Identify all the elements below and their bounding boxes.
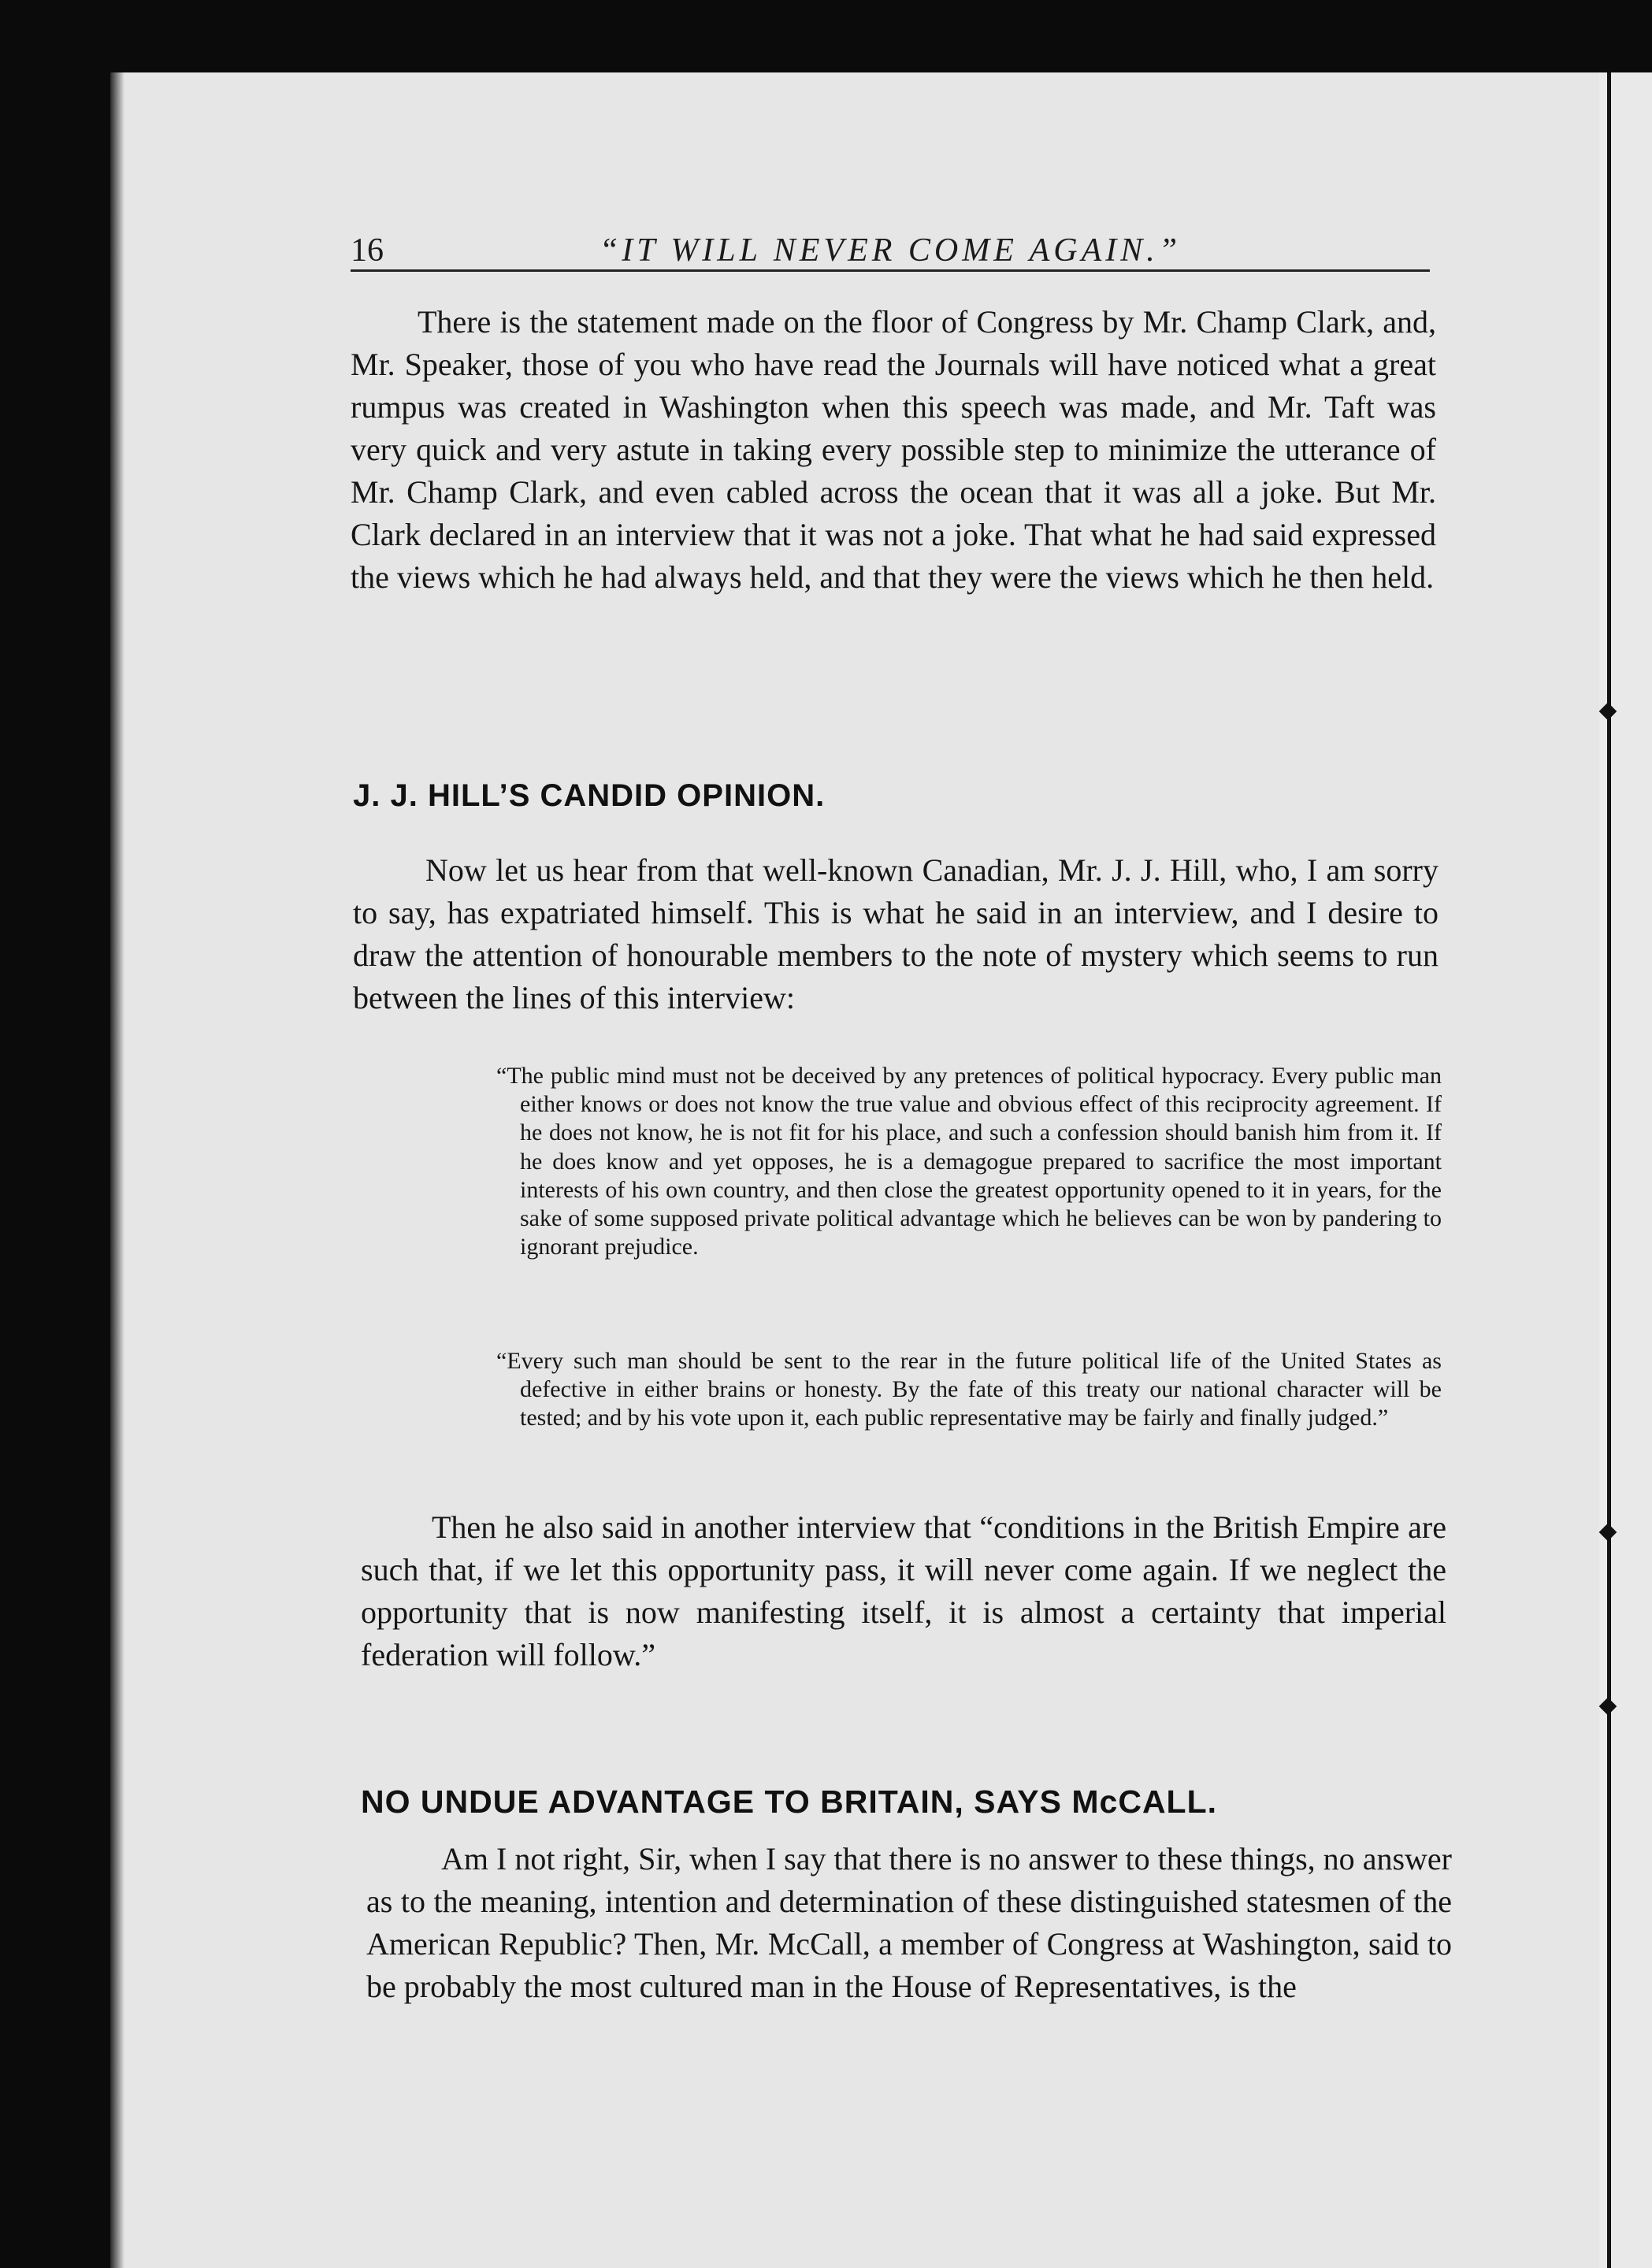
paragraph-mccall: Am I not right, Sir, when I say that there is no answer to these things, no answer as to the meaning, intention and determination of these distinguished statesmen of the American Republic? Then, Mr. McCall, a member of Congress at Washington, said to be probably the most cultured man in the House of Representatives, is the: [366, 1841, 1452, 2004]
gutter-line: [1607, 72, 1611, 2268]
section-heading-hill: J. J. HILL’S CANDID OPINION.: [353, 778, 826, 813]
section-heading-mccall: NO UNDUE ADVANTAGE TO BRITAIN, SAYS McCALL.: [361, 1784, 1218, 1820]
running-title: “IT WILL NEVER COME AGAIN.”: [599, 232, 1182, 269]
page-number: 16: [351, 232, 384, 269]
running-head: [351, 227, 1430, 274]
paragraph-another-interview: Then he also said in another interview that “conditions in the British Empire are such that, if we let this opportunity pass, it will never come again. If we neglect the opportunity that is now manifesting itself, it is almost a certainty that imperial federation will follow.”: [361, 1509, 1446, 1672]
header-rule: [351, 269, 1430, 272]
paragraph-hill-intro: Now let us hear from that well-known Canadian, Mr. J. J. Hill, who, I am sorry to say, has expatriated himself. This is what he said in an interview, and I desire to draw the attention of honourable members to the note of mystery which seems to run between the lines of this interview:: [353, 852, 1439, 1015]
paragraph-champ-clark: There is the statement made on the floor of Congress by Mr. Champ Clark, and, Mr. Speaker, those of you who have read the Journals will have noticed what a great rumpus was created in Washington when this speech was made, and Mr. Taft was very quick and very astute in taking every possible step to minimize the utterance of Mr. Champ Clark, and even cabled across the ocean that it was all a joke. But Mr. Clark declared in an interview that it was not a joke. That what he had said expressed the views which he had always held, and that they were the views which he then held.: [351, 304, 1436, 595]
quote-every-such-man: “Every such man should be sent to the rear in the future political life of the United States as defective in either brains or honesty. By the fate of this treaty our national character will be tested; and by his vote upon it, each public representative may be fairly and finally judged.”: [496, 1348, 1442, 1431]
binding-shadow: [110, 72, 124, 2268]
quote-public-mind: “The public mind must not be deceived by any pretences of political hypocracy. Every public man either knows or does not know the true value and obvious effect of this reciprocity agreement. If he does not know, he is not fit for his place, and such a confession should banish him from it. If he does know and yet opposes, he is a demagogue prepared to sacrifice the most important interests of his own country, and then close the greatest opportunity opened to it in years, for the sake of some supposed private political advantage which he believes can be won by pandering to ignorant prejudice.: [496, 1063, 1442, 1260]
